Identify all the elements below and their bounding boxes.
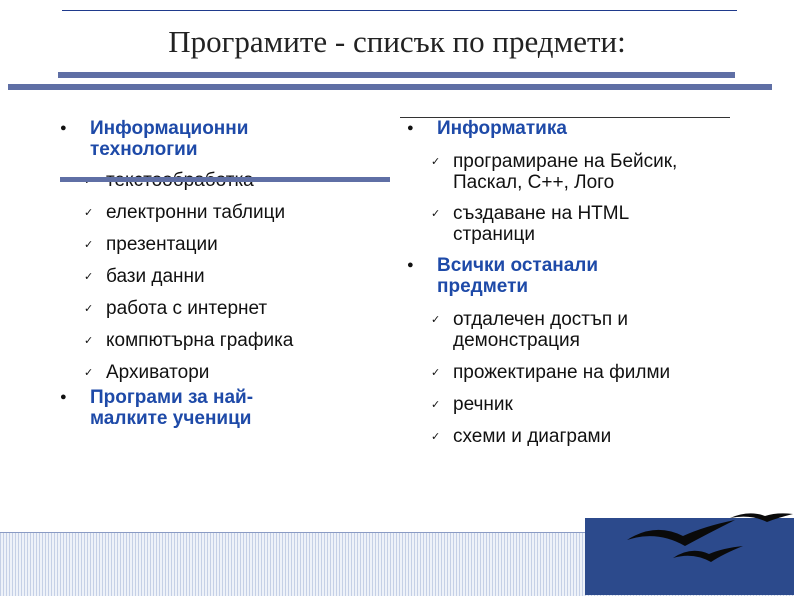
sub-item: ✓ бази данни bbox=[84, 266, 205, 287]
check-mark-icon: ✓ bbox=[84, 303, 94, 315]
seagulls-logo-icon bbox=[625, 508, 794, 564]
left-column bbox=[58, 118, 378, 429]
sub-item: ✓ презентации bbox=[84, 234, 218, 255]
sub-item: ✓ отдалечен достъп и демонстрация bbox=[431, 309, 629, 351]
wide-divider-bar bbox=[8, 84, 772, 90]
check-mark-icon: ✓ bbox=[84, 239, 94, 251]
category-heading: ● Информатика bbox=[405, 118, 745, 139]
sub-item: ✓ Архиватори bbox=[84, 362, 210, 383]
category-heading: ● Програми за най-малките ученици bbox=[58, 387, 300, 429]
sub-item: ✓ прожектиране на филми bbox=[431, 362, 671, 383]
list-item bbox=[405, 118, 745, 245]
check-mark-icon: ✓ bbox=[84, 271, 94, 283]
right-column bbox=[405, 118, 745, 447]
check-mark-icon: ✓ bbox=[431, 208, 441, 220]
sub-item: ✓ създаване на HTML страници bbox=[431, 203, 629, 245]
sub-item: ✓ схеми и диаграми bbox=[431, 426, 612, 447]
check-mark-icon: ✓ bbox=[84, 207, 94, 219]
sub-item: ✓ компютърна графика bbox=[84, 330, 294, 351]
list-item bbox=[58, 118, 378, 383]
check-mark-icon: ✓ bbox=[431, 399, 441, 411]
list-item bbox=[58, 387, 378, 429]
check-mark-icon: ✓ bbox=[84, 367, 94, 379]
sub-item: ✓ програмиране на Бейсик, Паскал, С++, Лого bbox=[431, 151, 678, 193]
title-underline-bar bbox=[58, 72, 735, 78]
check-mark-icon: ✓ bbox=[431, 156, 441, 168]
check-mark-icon: ✓ bbox=[431, 314, 441, 326]
sub-item: ✓ електронни таблици bbox=[84, 202, 286, 223]
category-heading: ● Информационни технологии bbox=[58, 118, 300, 160]
sub-item: ✓ работа с интернет bbox=[84, 298, 268, 319]
check-mark-icon: ✓ bbox=[431, 431, 441, 443]
sub-item: ✓ речник bbox=[431, 394, 513, 415]
check-mark-icon: ✓ bbox=[431, 367, 441, 379]
top-rule bbox=[62, 10, 737, 11]
check-mark-icon: ✓ bbox=[84, 335, 94, 347]
list-item bbox=[405, 255, 745, 447]
slide-title: Програмите - списък по предмети: bbox=[168, 24, 626, 59]
left-divider-bar bbox=[60, 177, 390, 182]
category-heading: ● Всички останали предмети bbox=[405, 255, 677, 297]
